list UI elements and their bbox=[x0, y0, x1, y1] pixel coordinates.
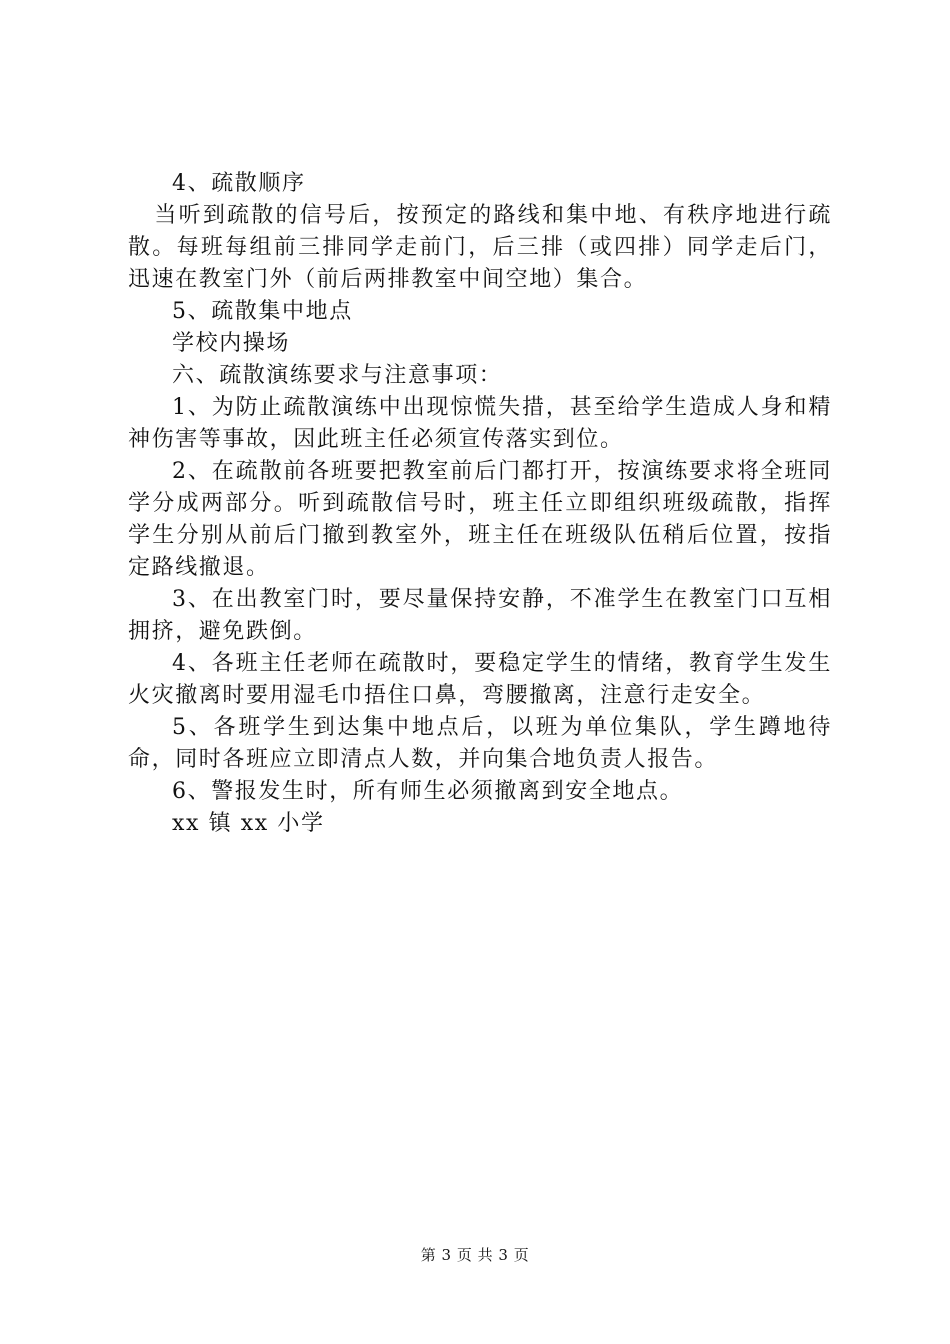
document-body bbox=[128, 168, 832, 840]
paragraph-assembly-point: 学校内操场 bbox=[172, 331, 291, 356]
section-heading-evacuation-order: 4、疏散顺序 bbox=[172, 171, 306, 196]
section-heading-assembly-point: 5、疏散集中地点 bbox=[172, 299, 353, 324]
requirement-item-1: 1、为防止疏散演练中出现惊慌失措，甚至给学生造成人身和精神伤害等事故，因此班主任必须宣传落实到位。 bbox=[128, 395, 832, 452]
requirement-item-2: 2、在疏散前各班要把教室前后门都打开，按演练要求将全班同学分成两部分。听到疏散信号时，班主任立即组织班级疏散，指挥学生分别从前后门撤到教室外，班主任在班级队伍稍后位置，按指定路线撤退。 bbox=[128, 459, 832, 580]
requirement-item-5: 5、各班学生到达集中地点后，以班为单位集队，学生蹲地待命，同时各班应立即清点人数，并向集合地负责人报告。 bbox=[128, 715, 832, 772]
page-footer bbox=[0, 1245, 950, 1265]
requirement-item-3: 3、在出教室门时，要尽量保持安静，不准学生在教室门口互相拥挤，避免跌倒。 bbox=[128, 587, 832, 644]
paragraph-evacuation-order: 当听到疏散的信号后，按预定的路线和集中地、有秩序地进行疏散。每班每组前三排同学走前门，后三排（或四排）同学走后门，迅速在教室门外（前后两排教室中间空地）集合。 bbox=[128, 203, 832, 292]
requirement-item-4: 4、各班主任老师在疏散时，要稳定学生的情绪，教育学生发生火灾撤离时要用湿毛巾捂住口鼻，弯腰撤离，注意行走安全。 bbox=[128, 651, 832, 708]
section-heading-requirements: 六、疏散演练要求与注意事项： bbox=[172, 363, 503, 388]
requirement-item-6: 6、警报发生时，所有师生必须撤离到安全地点。 bbox=[172, 779, 684, 804]
signature-school-name: xx 镇 xx 小学 bbox=[172, 811, 325, 836]
page-number: 第 3 页 共 3 页 bbox=[420, 1246, 530, 1264]
